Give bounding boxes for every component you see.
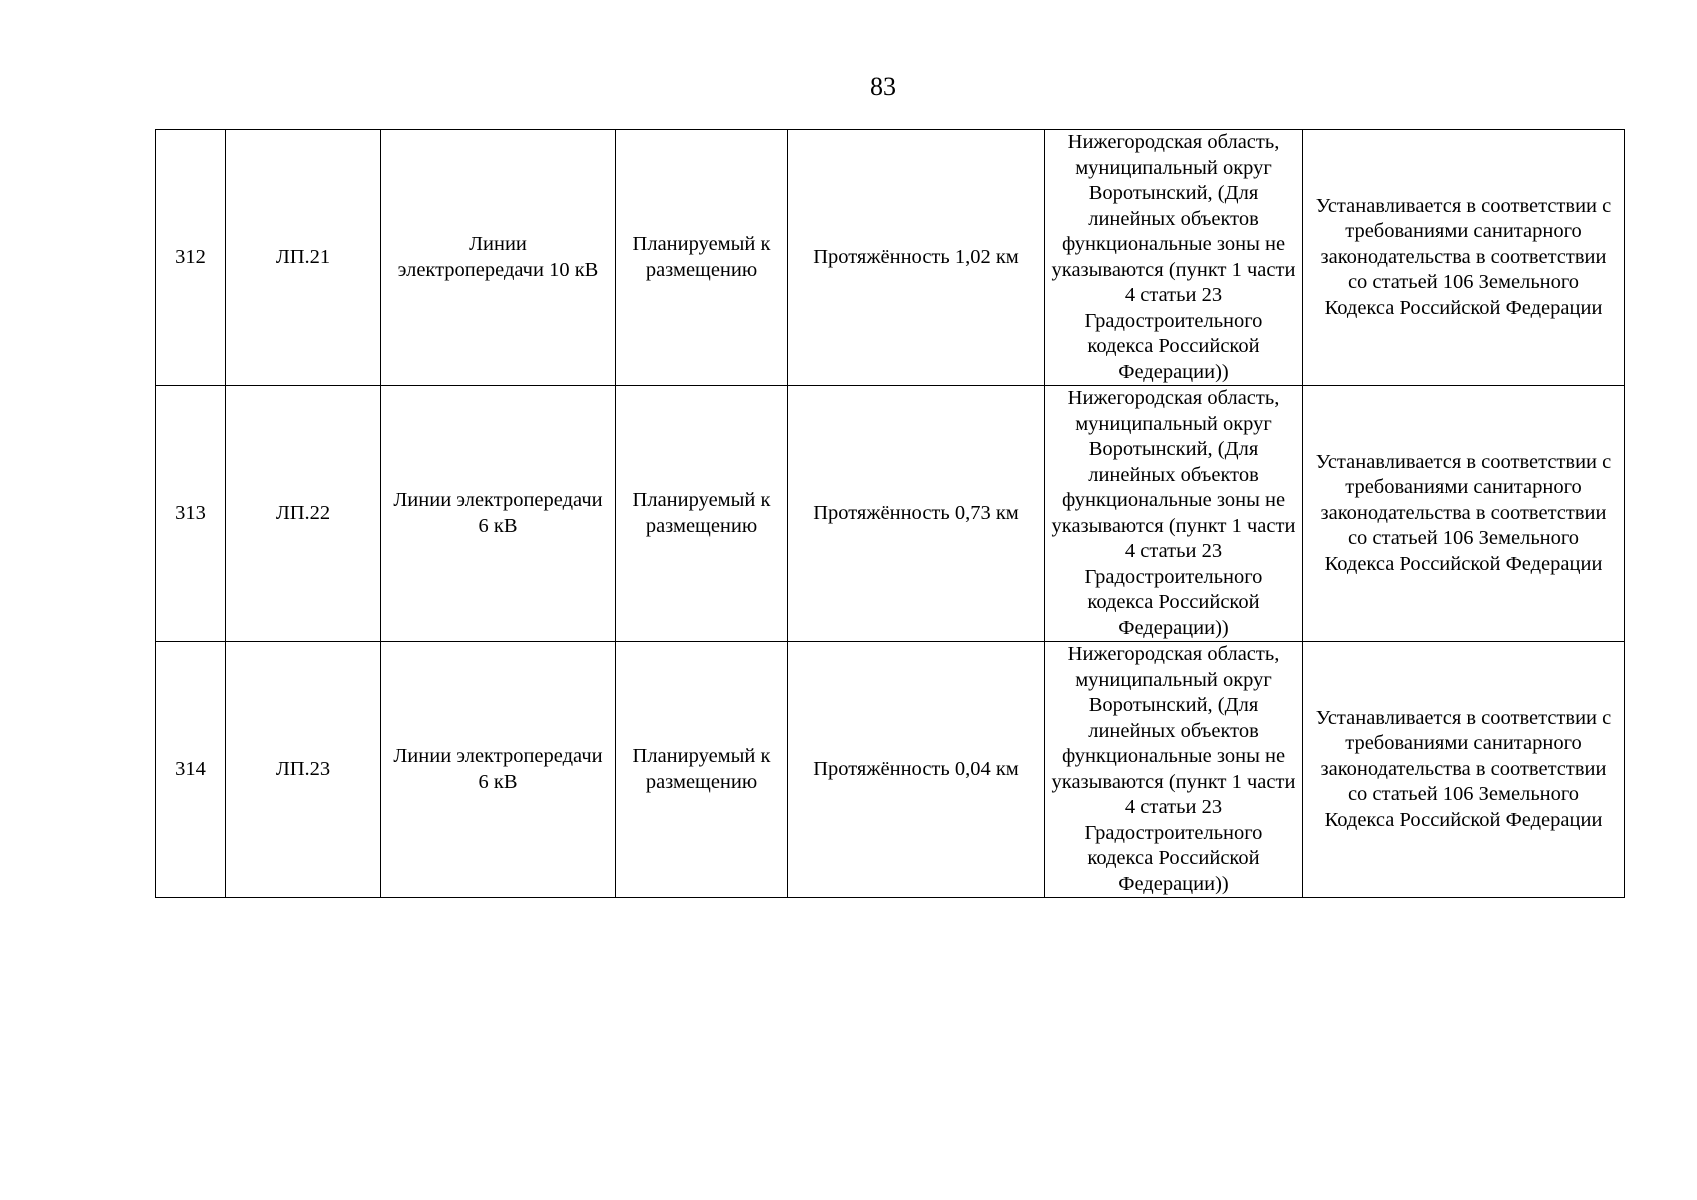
object-location-cell xyxy=(1045,130,1303,386)
object-zone: Устанавливается в соответствии с требованиями санитарного законодательства в соответствии со статьей 106 Земельного Кодекса Российской Федерации xyxy=(1315,194,1612,319)
object-location: Нижегородская область, муниципальный округ Воротынский, (Для линейных объектов функциональные зоны не указываются (пункт 1 части 4 статьи 23 Градостроительного кодекса Российской Федерации)) xyxy=(1051,643,1296,895)
object-code: ЛП.23 xyxy=(275,757,331,780)
object-zone-cell xyxy=(1303,130,1625,386)
object-name-cell xyxy=(381,130,616,386)
object-code: ЛП.22 xyxy=(275,501,331,524)
object-code-cell xyxy=(226,642,381,898)
object-characteristic: Протяжённость 1,02 км xyxy=(813,245,1019,268)
row-number: 312 xyxy=(175,245,206,268)
row-number-cell xyxy=(156,130,226,386)
row-number: 313 xyxy=(175,501,206,524)
object-location: Нижегородская область, муниципальный округ Воротынский, (Для линейных объектов функциональные зоны не указываются (пункт 1 части 4 статьи 23 Градостроительного кодекса Российской Федерации)) xyxy=(1051,131,1296,383)
object-name: Линии электропередачи 6 кВ xyxy=(393,745,603,793)
object-zone-cell xyxy=(1303,642,1625,898)
object-code-cell xyxy=(226,130,381,386)
object-name: Линии электропередачи 6 кВ xyxy=(393,489,603,537)
table-row xyxy=(156,386,1625,642)
object-name-cell xyxy=(381,642,616,898)
page-number: 83 xyxy=(870,72,896,101)
object-zone: Устанавливается в соответствии с требованиями санитарного законодательства в соответствии со статьей 106 Земельного Кодекса Российской Федерации xyxy=(1315,450,1612,575)
object-characteristic-cell xyxy=(788,386,1045,642)
object-status: Планируемый к размещению xyxy=(632,745,771,793)
object-location: Нижегородская область, муниципальный округ Воротынский, (Для линейных объектов функциональные зоны не указываются (пункт 1 части 4 статьи 23 Градостроительного кодекса Российской Федерации)) xyxy=(1051,387,1296,639)
row-number-cell xyxy=(156,386,226,642)
object-characteristic: Протяжённость 0,73 км xyxy=(813,501,1019,524)
object-location-cell xyxy=(1045,642,1303,898)
object-status: Планируемый к размещению xyxy=(632,489,771,537)
object-code: ЛП.21 xyxy=(275,245,331,268)
object-characteristic-cell xyxy=(788,130,1045,386)
table-row xyxy=(156,130,1625,386)
objects-table xyxy=(155,129,1625,898)
object-status-cell xyxy=(616,386,788,642)
object-name-cell xyxy=(381,386,616,642)
row-number-cell xyxy=(156,642,226,898)
object-code-cell xyxy=(226,386,381,642)
row-number: 314 xyxy=(175,757,206,780)
object-status: Планируемый к размещению xyxy=(632,233,771,281)
object-characteristic-cell xyxy=(788,642,1045,898)
object-zone: Устанавливается в соответствии с требованиями санитарного законодательства в соответствии со статьей 106 Земельного Кодекса Российской Федерации xyxy=(1315,706,1612,831)
table-row xyxy=(156,642,1625,898)
object-zone-cell xyxy=(1303,386,1625,642)
object-location-cell xyxy=(1045,386,1303,642)
object-status-cell xyxy=(616,642,788,898)
object-status-cell xyxy=(616,130,788,386)
object-characteristic: Протяжённость 0,04 км xyxy=(813,757,1019,780)
object-name: Линии электропередачи 10 кВ xyxy=(397,233,599,281)
